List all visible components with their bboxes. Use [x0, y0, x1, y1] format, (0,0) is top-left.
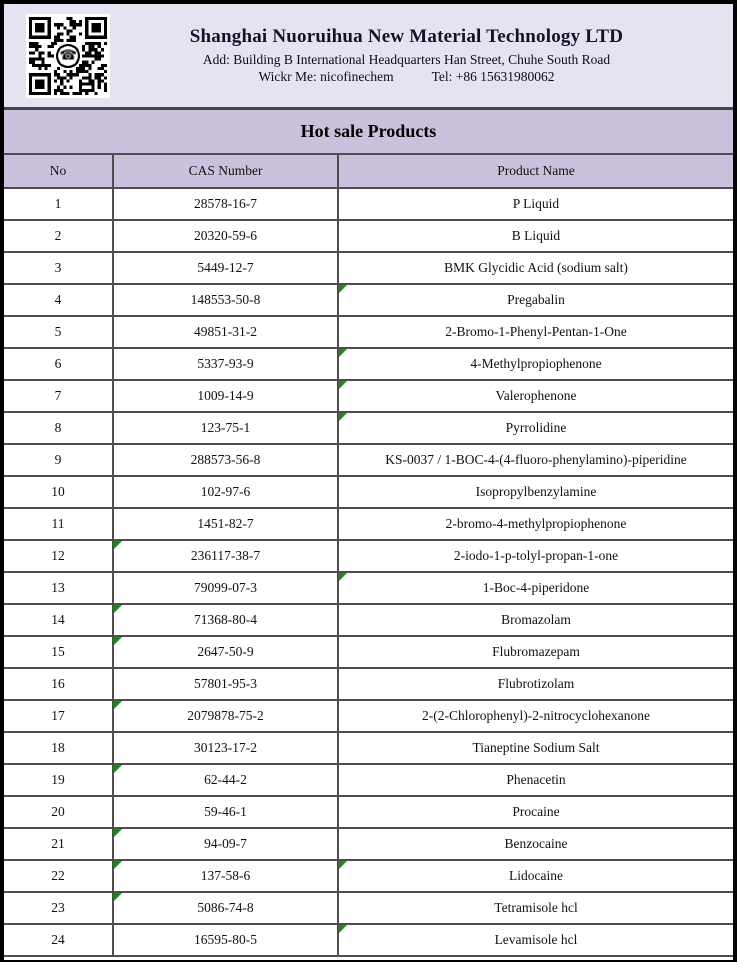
table-row	[4, 828, 733, 860]
cell-no: 12	[4, 540, 113, 572]
cell-cas-number: 30123-17-2	[113, 732, 338, 764]
cell-product-name: 2-iodo-1-p-tolyl-propan-1-one	[338, 540, 733, 572]
cell-cas-number: 16595-80-5	[113, 924, 338, 956]
tel-contact: Tel: +86 15631980062	[431, 68, 555, 84]
cell-no: 1	[4, 188, 113, 220]
table-row	[4, 892, 733, 924]
cell-cas-number: 62-44-2	[113, 764, 338, 796]
cell-cas-number: 57801-95-3	[113, 668, 338, 700]
table-row	[4, 444, 733, 476]
cell-comment-flag-icon	[339, 285, 347, 293]
cell-comment-flag-icon	[114, 701, 122, 709]
cell-comment-flag-icon	[114, 893, 122, 901]
cell-no: 10	[4, 476, 113, 508]
cell-product-name: Flubromazepam	[338, 636, 733, 668]
table-row	[4, 380, 733, 412]
cell-product-name: Pregabalin	[338, 284, 733, 316]
cell-no: 9	[4, 444, 113, 476]
cell-no: 21	[4, 828, 113, 860]
table-row	[4, 252, 733, 284]
cell-no: 20	[4, 796, 113, 828]
cell-product-name: Procaine	[338, 796, 733, 828]
section-title-band	[4, 110, 733, 155]
cell-cas-number: 236117-38-7	[113, 540, 338, 572]
table-row	[4, 604, 733, 636]
cell-cas-number: 49851-31-2	[113, 316, 338, 348]
cell-no: 17	[4, 700, 113, 732]
products-table-head	[4, 155, 733, 188]
cell-no: 14	[4, 604, 113, 636]
cell-no: 7	[4, 380, 113, 412]
cell-cas-number: 71368-80-4	[113, 604, 338, 636]
company-info	[110, 25, 733, 86]
cell-product-name: Lidocaine	[338, 860, 733, 892]
cell-cas-number: 137-58-6	[113, 860, 338, 892]
cell-cas-number: 5337-93-9	[113, 348, 338, 380]
cell-comment-flag-icon	[339, 861, 347, 869]
cell-comment-flag-icon	[339, 925, 347, 933]
page-title: Hot sale Products	[300, 121, 437, 141]
cell-no: 6	[4, 348, 113, 380]
cell-no: 8	[4, 412, 113, 444]
table-row	[4, 508, 733, 540]
cell-no: 13	[4, 572, 113, 604]
table-row	[4, 700, 733, 732]
table-row	[4, 348, 733, 380]
table-row	[4, 668, 733, 700]
cell-cas-number: 2079878-75-2	[113, 700, 338, 732]
cell-cas-number: 288573-56-8	[113, 444, 338, 476]
qr-code-icon	[29, 17, 107, 95]
table-row	[4, 860, 733, 892]
cell-no: 11	[4, 508, 113, 540]
header-row	[4, 155, 733, 188]
cell-comment-flag-icon	[339, 381, 347, 389]
cell-no: 15	[4, 636, 113, 668]
cell-comment-flag-icon	[114, 829, 122, 837]
cell-comment-flag-icon	[339, 349, 347, 357]
cell-no: 16	[4, 668, 113, 700]
table-row	[4, 412, 733, 444]
col-header-cas: CAS Number	[113, 155, 338, 188]
cell-cas-number: 5086-74-8	[113, 892, 338, 924]
company-address: Add: Building B International Headquarters Han Street, Chuhe South Road	[202, 52, 611, 67]
cell-comment-flag-icon	[114, 541, 122, 549]
table-row	[4, 764, 733, 796]
cell-no: 3	[4, 252, 113, 284]
table-row	[4, 188, 733, 220]
cell-product-name: Pyrrolidine	[338, 412, 733, 444]
cell-product-name: Flubrotizolam	[338, 668, 733, 700]
cell-no: 18	[4, 732, 113, 764]
col-header-no: No	[4, 155, 113, 188]
cell-product-name: 4-Methylpropiophenone	[338, 348, 733, 380]
qr-code	[26, 14, 110, 98]
products-table-body	[4, 188, 733, 956]
company-contacts	[110, 69, 703, 86]
cell-product-name: B Liquid	[338, 220, 733, 252]
cell-comment-flag-icon	[114, 765, 122, 773]
cell-product-name: Bromazolam	[338, 604, 733, 636]
cell-product-name: Isopropylbenzylamine	[338, 476, 733, 508]
company-name: Shanghai Nuoruihua New Material Technology LTD	[189, 26, 624, 48]
cell-product-name: KS-0037 / 1-BOC-4-(4-fluoro-phenylamino)-piperidine	[338, 444, 733, 476]
cell-product-name: Benzocaine	[338, 828, 733, 860]
cell-product-name: 1-Boc-4-piperidone	[338, 572, 733, 604]
cell-comment-flag-icon	[339, 413, 347, 421]
table-row	[4, 540, 733, 572]
table-row	[4, 796, 733, 828]
cell-cas-number: 148553-50-8	[113, 284, 338, 316]
cell-cas-number: 94-09-7	[113, 828, 338, 860]
table-row	[4, 220, 733, 252]
table-row	[4, 636, 733, 668]
cell-comment-flag-icon	[114, 637, 122, 645]
cell-no: 23	[4, 892, 113, 924]
table-row	[4, 732, 733, 764]
cell-product-name: Tianeptine Sodium Salt	[338, 732, 733, 764]
cell-no: 5	[4, 316, 113, 348]
cell-cas-number: 28578-16-7	[113, 188, 338, 220]
products-table	[4, 155, 733, 957]
cell-cas-number: 20320-59-6	[113, 220, 338, 252]
company-header	[4, 4, 733, 110]
cell-product-name: Levamisole hcl	[338, 924, 733, 956]
cell-cas-number: 1451-82-7	[113, 508, 338, 540]
cell-cas-number: 79099-07-3	[113, 572, 338, 604]
cell-cas-number: 123-75-1	[113, 412, 338, 444]
cell-no: 2	[4, 220, 113, 252]
cell-cas-number: 102-97-6	[113, 476, 338, 508]
cell-comment-flag-icon	[114, 605, 122, 613]
cell-product-name: 2-Bromo-1-Phenyl-Pentan-1-One	[338, 316, 733, 348]
table-row	[4, 924, 733, 956]
cell-product-name: BMK Glycidic Acid (sodium salt)	[338, 252, 733, 284]
table-row	[4, 476, 733, 508]
cell-cas-number: 2647-50-9	[113, 636, 338, 668]
col-header-name: Product Name	[338, 155, 733, 188]
cell-no: 22	[4, 860, 113, 892]
cell-cas-number: 59-46-1	[113, 796, 338, 828]
cell-product-name: P Liquid	[338, 188, 733, 220]
cell-product-name: 2-bromo-4-methylpropiophenone	[338, 508, 733, 540]
table-row	[4, 284, 733, 316]
cell-cas-number: 1009-14-9	[113, 380, 338, 412]
table-row	[4, 572, 733, 604]
cell-comment-flag-icon	[339, 573, 347, 581]
cell-product-name: Tetramisole hcl	[338, 892, 733, 924]
cell-comment-flag-icon	[114, 861, 122, 869]
cell-product-name: Valerophenone	[338, 380, 733, 412]
table-row	[4, 316, 733, 348]
cell-no: 24	[4, 924, 113, 956]
cell-no: 4	[4, 284, 113, 316]
cell-product-name: 2-(2-Chlorophenyl)-2-nitrocyclohexanone	[338, 700, 733, 732]
cell-cas-number: 5449-12-7	[113, 252, 338, 284]
cell-product-name: Phenacetin	[338, 764, 733, 796]
cell-no: 19	[4, 764, 113, 796]
wickr-contact: Wickr Me: nicofinechem	[258, 68, 394, 84]
